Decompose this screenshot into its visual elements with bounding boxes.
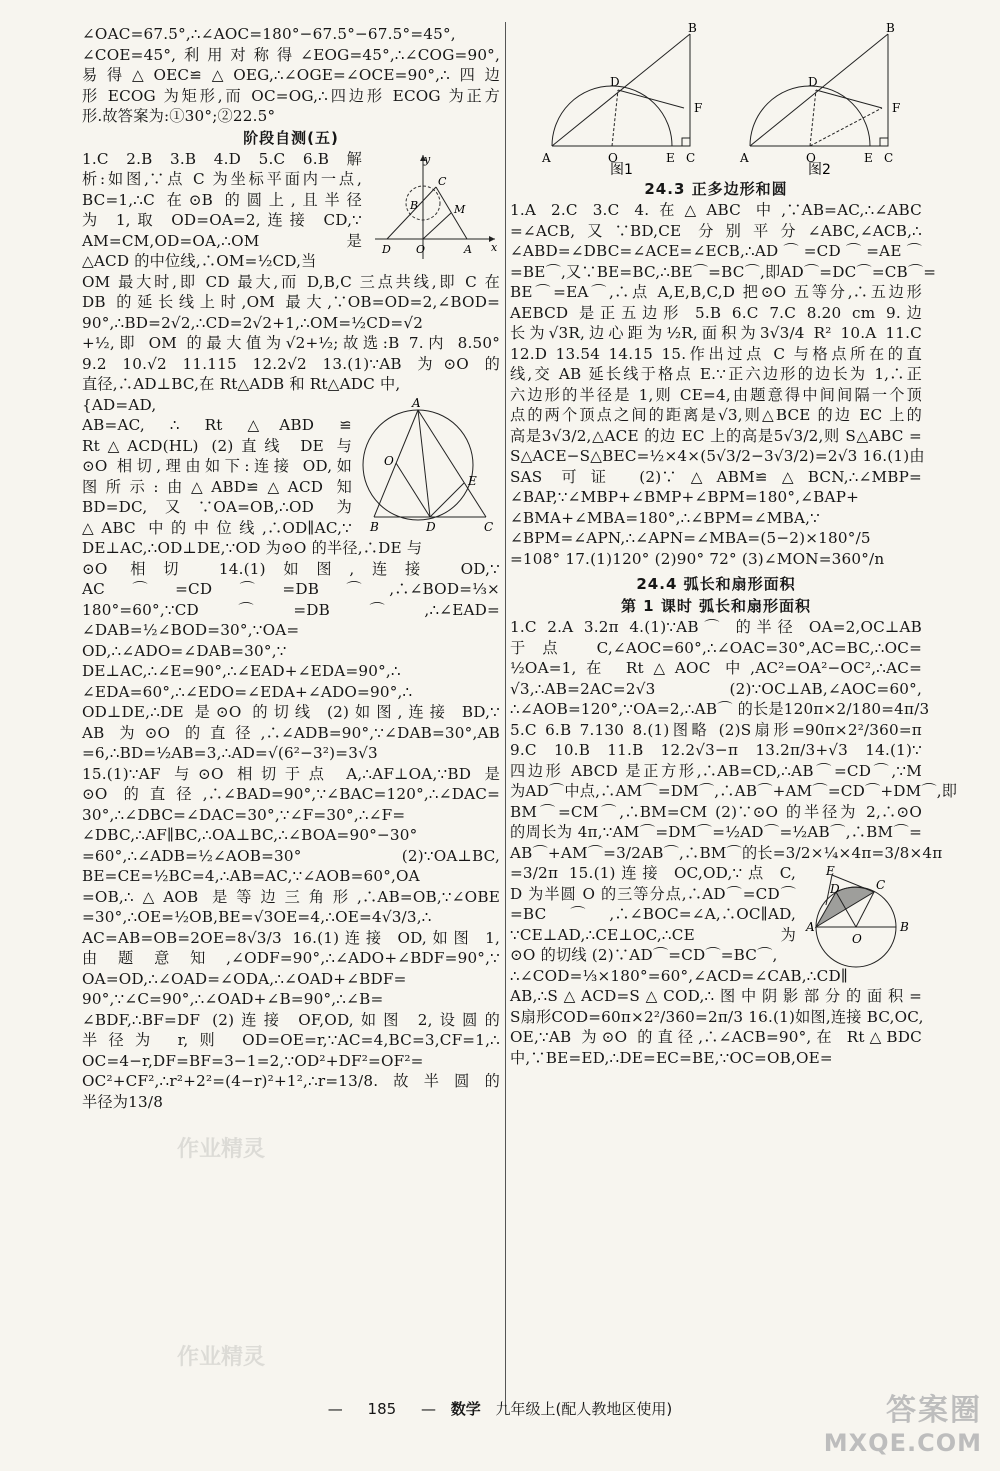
text-line: 1.C 2.B 3.B 4.D 5.C 6.B 解 [82, 149, 362, 168]
circle-figure-13 [360, 397, 500, 541]
text-line: =∠ACB,又∵BD,CE 分别平分∠ABC,∠ACB,∴ [510, 221, 922, 240]
text-line: 于点 C,∠AOC=60°,∴∠OAC=30°,AC=BC,∴OC= [510, 638, 922, 657]
section-title-24-4: 24.4 弧长和扇形面积 [636, 575, 796, 593]
svg-text:A: A [542, 151, 551, 165]
text-line: {AD=AD, [82, 395, 157, 414]
text-line: 四边形 ABCD 是正方形,∴AB=CD,∴AB⌒=CD⌒,∵M [510, 761, 922, 780]
subject-label: 数学 [450, 1400, 481, 1418]
text-line: OE,∵AB 为⊙O 的直径,∴∠ACB=90°,在 Rt△BDC [510, 1028, 922, 1046]
text-line: 为AD⌒中点,∴AM⌒=DM⌒,∴AB⌒+AM⌒=CD⌒+DM⌒,即 [510, 782, 958, 800]
svg-text:A: A [806, 920, 815, 934]
text-line: DE⊥AC,∴OD⊥DE,∵OD 为⊙O 的半径,∴DE 与 [82, 539, 423, 557]
watermark-url: MXQE.COM [823, 1429, 982, 1457]
text-line: 形 ECOG 为矩形,而 OC=OG,∴四边形 ECOG 为正方 [82, 86, 500, 105]
text-line: =30°,∴OE=½OB,BE=√3OE=4,∴OE=4√3/3,∴ [82, 908, 432, 926]
text-line: ∠OAC=67.5°,∴∠AOC=180°−67.5°−67.5°=45°, [82, 25, 456, 43]
faded-stamp-2: 作业精灵 [177, 1345, 266, 1370]
text-line: ∠BPM=∠APN,∴∠APN=∠MBA=(5−2)×180°/5 [510, 529, 871, 547]
svg-text:B: B [410, 198, 419, 212]
text-line: BE=CE=½BC=4,∴AB=AC,∵∠AOB=60°,OA [82, 867, 420, 885]
top-figures [510, 21, 922, 178]
svg-text:C: C [876, 878, 886, 892]
watermark-logo [824, 1385, 982, 1457]
text-line: 180°=60°,∵CD⌒=DB⌒,∴∠EAD= [82, 600, 500, 619]
text-line: 长为√3R,边心距为½R,面积为3√3/4 R² 10.A 11.C [510, 324, 922, 342]
svg-text:A: A [412, 395, 421, 410]
text-line: =60°,∴∠ADB=½∠AOB=30° (2)∵OA⊥BC, [82, 846, 500, 865]
svg-text:E: E [864, 151, 873, 165]
text-line: OD⊥DE,∴DE 是⊙O 的切线 (2)如图,连接 BD,∵ [82, 703, 500, 721]
text-line: AB,∴S△ACD=S△COD,∴图中阴影部分的面积= [510, 987, 922, 1005]
text-line: Rt△ACD(HL) (2)直线 DE 与 [82, 436, 352, 455]
text-line: BD=DC,又∵OA=OB,∴OD 为 [82, 498, 352, 516]
text-line: BM⌒=CM⌒,∴BM=CM (2)∵⊙O 的半径为 2,∴⊙O [510, 802, 922, 821]
svg-text:D: D [830, 882, 840, 896]
text-line: ∠BDF,∴BF=DF (2)连接 OF,OD,如图 2,设圆的 [82, 1010, 500, 1029]
svg-text:O: O [416, 242, 426, 256]
text-line: 形.故答案为:①30°;②22.5° [82, 107, 276, 125]
text-line: OC=4−r,DF=BF=3−1=2,∵OD²+DF²=OF²= [82, 1051, 424, 1070]
left-paragraph-e [82, 702, 500, 1112]
svg-text:C: C [484, 519, 494, 534]
svg-text:E: E [826, 864, 835, 878]
text-line: DE⊥AC,∴∠E=90°,∴∠EAD+∠EDA=90°,∴ [82, 662, 401, 680]
section-title-stage-test: 阶段自测(五) [243, 128, 339, 147]
svg-text:D: D [382, 242, 391, 256]
figure-2-semicircle [722, 21, 922, 178]
text-line: 1.A 2.C 3.C 4.在△ABC 中,∵AB=AC,∴∠ABC [510, 201, 922, 219]
svg-text:A: A [464, 242, 472, 256]
text-line: ∴∠AOB=120°,∵OA=2,∴AB⌒ 的长是120π×2/180=4π/3 [510, 700, 930, 718]
text-line: △ABC 中的中位线,∴OD∥AC,∵ [82, 518, 352, 537]
faded-stamp: 作业精灵 [177, 1137, 266, 1162]
text-line: ∠BMA+∠MBA=180°,∴∠BPM=∠MBA,∵ [510, 508, 821, 527]
text-line: ⊙O 相切,理由如下:连接 OD,如 [82, 457, 352, 475]
text-line: 六边形的半径是 1,则 CE=4,由题意得中间间隔一个顶 [510, 385, 922, 404]
left-column [82, 24, 500, 1370]
svg-text:E: E [468, 473, 477, 488]
text-line: OA=OD,∴∠OAD=∠ODA,∴∠OAD+∠BDF= [82, 969, 407, 988]
text-line: ⊙O 的切线 (2)∵AD⌒=CD⌒=BC⌒, [510, 946, 778, 964]
text-line: 易得△OEC≌△OEG,∴∠OGE=∠OCE=90°,∴四边 [82, 66, 500, 84]
text-line: 点的两个顶点之间的距离是√3,则△BCE 的边 EC 上的 [510, 406, 922, 424]
page-footer: — 185 — 数学 九年级上(配人教地区使用) [327, 1400, 673, 1418]
text-line: 图所示:由△ABD≌△ACD 知 [82, 477, 352, 496]
sector-figure [804, 865, 922, 977]
coordinate-figure [370, 151, 500, 267]
text-line: BC=1,∴C 在⊙B 的圆上,且半径 [82, 190, 362, 209]
text-line: ∠DAB=½∠BOD=30°,∵OA= [82, 621, 300, 639]
right-paragraph-a [510, 200, 937, 569]
text-line: 直径,∴AD⊥BC,在 Rt△ADB 和 Rt△ADC 中, [82, 375, 401, 393]
text-line: 12.D 13.54 14.15 15.作出过点 C 与格点所在的直 [510, 344, 922, 363]
section-title-24-3: 24.3 正多边形和圆 [644, 180, 788, 198]
text-line: ∠ABD=∠DBC=∠ACE=∠ECB,∴AD⌒=CD⌒=AE⌒ [510, 242, 922, 260]
text-line: AB⌒+AM⌒=3/2AB⌒,∴BM⌒的长=3/2×¼×4π=3/8×4π [510, 843, 943, 862]
text-line: △ACD 的中位线,∴OM=½CD,当 [82, 252, 317, 270]
text-line: 线,交 AB 延长线于格点 E.∵正六边形的边长为 1,∴正 [510, 365, 922, 383]
text-line: ∠COE=45°,利用对称得∠EOG=45°,∴∠COG=90°, [82, 45, 500, 64]
text-line: S扇形COD=60π×2²/360=2π/3 16.(1)如图,连接 BC,OC, [510, 1007, 924, 1026]
svg-text:C: C [686, 151, 696, 165]
svg-text:O: O [384, 453, 394, 468]
text-line: ∠DBC,∴AF∥BC,∴OA⊥BC,∴∠BOA=90°−30° [82, 826, 418, 844]
text-line: 析:如图,∵点 C 为坐标平面内一点, [82, 170, 362, 188]
text-line: ∴∠COD=⅓×180°=60°,∠ACD=∠CAB,∴CD∥ [510, 966, 849, 985]
svg-text:A: A [740, 151, 749, 165]
right-paragraph-d [510, 966, 922, 1069]
text-line: AEBCD 是正五边形 5.B 6.C 7.C 8.20 cm 9.边 [510, 303, 922, 322]
text-line: D 为半圆 O 的三等分点,∴AD⌒=CD⌒ [510, 884, 796, 903]
page-number: 185 [367, 1400, 397, 1418]
svg-text:M: M [454, 202, 466, 216]
text-line: AB 为⊙O 的直径,∴∠ADB=90°,∵∠DAB=30°,AB [82, 723, 500, 742]
text-line: 中,∵BE=ED,∴DE=EC=BE,∵OC=OB,OE= [510, 1048, 833, 1067]
svg-text:O: O [608, 151, 618, 165]
text-line: ⊙O 相切 14.(1)如图,连接 OD,∵ [82, 559, 500, 578]
text-line: =BC⌒,∴∠BOC=∠A,∴OC∥AD, [510, 905, 796, 923]
text-line: =3/2π 15.(1)连接 OC,OD,∵点 C, [510, 864, 796, 882]
text-line: 90°,∴BD=2√2,∴CD=2√2+1,∴OM=½CD=√2 [82, 313, 424, 332]
text-line: 30°,∴∠DBC=∠DAC=30°,∵∠F=30°,∴∠F= [82, 805, 406, 824]
right-column [510, 21, 958, 1068]
svg-text:图1: 图1 [610, 162, 633, 178]
text-line: ∠EDA=60°,∴∠EDO=∠EDA+∠ADO=90°,∴ [82, 682, 413, 701]
svg-text:B: B [886, 21, 895, 35]
text-line: AB=AC, ∴ Rt △ABD ≌ [82, 416, 352, 434]
text-line: ∵CE⊥AD,∴CE⊥OC,∴CE 为 [510, 925, 796, 944]
grade-label: 九年级上(配人教地区使用) [495, 1400, 673, 1418]
left-paragraph-c [82, 272, 500, 395]
text-line: 为 1,取 OD=OA=2,连接 CD,∵ [82, 211, 362, 229]
svg-text:C: C [884, 151, 894, 165]
text-line: 1.C 2.A 3.2π 4.(1)∵AB⌒ 的半径 OA=2,OC⊥AB [510, 618, 922, 636]
text-line: S△ACE−S△BEC=½×4×(5√3/2−3√3/2)=2√3 16.(1)由 [510, 447, 925, 465]
text-line: AM=CM,OD=OA,∴OM 是 [82, 231, 362, 250]
text-line: =108° 17.(1)120° (2)90° 72° (3)∠MON=360°/n [510, 549, 885, 568]
svg-text:y: y [424, 152, 431, 166]
text-line: 半径为 r,则 OD=OE=r,∵AC=4,BC=3,CF=1,∴ [82, 1031, 500, 1049]
svg-text:D: D [426, 519, 436, 534]
svg-text:B: B [900, 920, 909, 934]
svg-text:图2: 图2 [808, 162, 831, 178]
watermark-cn-text: 答案圈 [886, 1393, 982, 1428]
right-paragraph-b [510, 617, 958, 863]
text-line: ½OA=1,在 Rt△AOC 中,AC²=OA²−OC²,∴AC= [510, 659, 922, 677]
svg-text:D: D [610, 75, 620, 89]
text-line: =BE⌒,又∵BE=BC,∴BE⌒=BC⌒,即AD⌒=DC⌒=CB⌒= [510, 262, 937, 281]
text-line: +½,即 OM 的最大值为√2+½;故选:B 7.内 8.50° [82, 334, 500, 352]
text-line: SAS 可证 (2)∵△ABM≌△BCN,∴∠MBP= [510, 467, 922, 486]
svg-text:E: E [666, 151, 675, 165]
svg-text:D: D [808, 75, 818, 89]
text-line: DB 的延长线上时,OM 最大,∵OB=OD=2,∠BOD= [82, 293, 500, 311]
text-line: 15.(1)∵AF 与⊙O 相切于点 A,∴AF⊥OA,∵BD 是 [82, 764, 500, 783]
left-paragraph-a [82, 24, 500, 127]
text-line: OD,∴∠ADO=∠DAB=30°,∵ [82, 641, 287, 660]
text-line: ∠BAP,∵∠MBP+∠BMP+∠BPM=180°,∠BAP+ [510, 488, 860, 506]
left-block-with-circle-figures [82, 395, 500, 703]
svg-text:B: B [370, 519, 379, 534]
text-line: ⊙O 的直径,∴∠BAD=90°,∵∠BAC=120°,∴∠DAC= [82, 785, 500, 803]
text-line: 9.C 10.B 11.B 12.2√3−π 13.2π/3+√3 14.(1)∵ [510, 741, 922, 759]
svg-text:O: O [806, 151, 816, 165]
left-block-with-coordinate-figure [82, 149, 500, 272]
text-line: √3,∴AB=2AC=2√3 (2)∵OC⊥AB,∠AOC=60°, [510, 679, 922, 698]
column-divider [505, 22, 506, 1407]
text-line: 高是3√3/2,△ACE 的边 EC 上的高是5√3/2,则 S△ABC = [510, 426, 922, 445]
text-line: AC=AB=OB=2OE=8√3/3 16.(1)连接 OD,如图 1, [82, 928, 500, 947]
section-title-lesson-1: 第 1 课时 弧长和扇形面积 [620, 597, 812, 615]
text-line: AC⌒=CD⌒=DB⌒,∴∠BOD=⅓× [82, 580, 500, 598]
svg-text:x: x [491, 240, 498, 254]
text-line: 90°,∵∠C=90°,∴∠OAD+∠B=90°,∴∠B= [82, 990, 384, 1008]
svg-text:O: O [852, 932, 862, 946]
text-line: 的周长为 4π,∵AM⌒=DM⌒=½AD⌒=½AB⌒,∴BM⌒= [510, 823, 922, 841]
svg-text:F: F [892, 101, 901, 115]
svg-text:B: B [688, 21, 697, 35]
figure-1-semicircle [510, 21, 710, 178]
text-line: =6,∴BD=½AB=3,∴AD=√(6²−3²)=3√3 [82, 744, 378, 762]
text-line: OC²+CF²,∴r²+2²=(4−r)²+1²,∴r=13/8.故半圆的 [82, 1072, 500, 1090]
text-line: 5.C 6.B 7.130 8.(1)图略 (2)S扇形=90π×2²/360=π [510, 720, 922, 739]
text-line: OM 最大时,即 CD 最大,而 D,B,C 三点共线,即 C 在 [82, 272, 500, 291]
svg-text:C: C [438, 174, 447, 188]
text-line: 半径为13/8 [82, 1092, 164, 1111]
text-line: =OB,∴△AOB 是等边三角形,∴AB=OB,∵∠OBE [82, 887, 500, 906]
text-line: 9.2 10.√2 11.115 12.2√2 13.(1)∵AB 为⊙O 的 [82, 354, 500, 373]
text-line: BE⌒=EA⌒,∴点 A,E,B,C,D 把⊙O 五等分,∴五边形 [510, 283, 922, 301]
svg-text:F: F [694, 101, 703, 115]
text-line: 由题意知,∠ODF=90°,∴∠ADO+∠BDF=90°,∵ [82, 949, 500, 967]
right-block-with-sector-figure [510, 863, 922, 966]
